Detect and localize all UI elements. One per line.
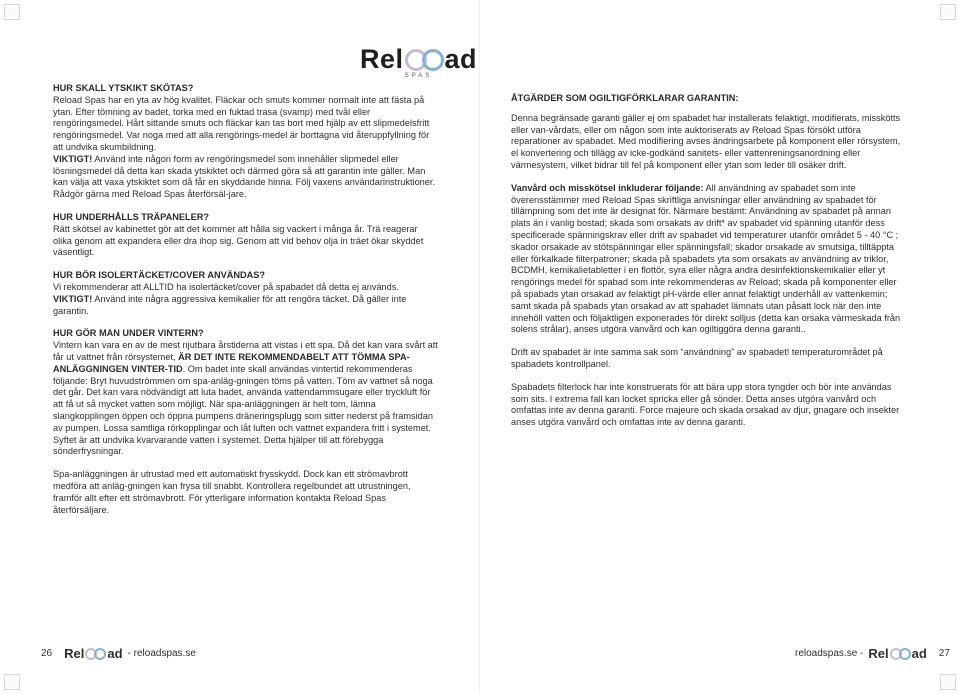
page-number: 27 [938, 648, 950, 659]
warning-label: VIKTIGT! [53, 153, 93, 164]
crop-mark-icon [4, 4, 20, 20]
section-frysskydd [53, 469, 438, 516]
logo-wordmark: Rel ad [360, 44, 478, 74]
heading-traepaneler: HUR UNDERHÅLLS TRÄPANELER? [53, 211, 210, 222]
paragraph-vintern-b: . Om badet inte skall användas vintertid rekommenderas följande: Bryt huvudströmmen om spa-anläg-gningen töms på vatten. Töm av vattnet så noga det går. Det kan vara nödvändigt att luta badet, använda vattendammsugare eller tryckluft för att få ut så mycket vatten som möjligt. När spa-anläggningen är helt tom, lämna slangkopplingen öppen och öppna pumpens dräneringsplugg som sitter nederst på framsidan av pumpen. Lossa samtliga rörkopplingar och låt luften och vattnet expandera fritt i systemet. Syftet är att undvika kvarvarande vatten i systemet. Detta hjälper till att förebygga sönderfrysningar. [53, 363, 433, 457]
vanvard-text: All användning av spabadet som inte överensstämmer med Reload Spas skriftliga anvisningar eller användning av spabadet för tillämpning som det inte är designat för. Närmare bestämt: Användning av spabadet på annan plats än i vanlig bostad; skada som orsakats av drift* av spabadet vid spänning utanför dess specificerade spänningskrav eller drift av spabadet vid temperaturer utanför området 5 - 40 °C ; skador orsakade av stötspänningar eller spänningsfall; skador orsakade av smutsiga, tilltäppta eller förkalkade filterpatroner; skada på spabadets yta som orsakats av användning av triklor, BCDMH, kemikalietabletter i en flottör, syra eller några andra desinfektionskemikalier eller yt rengörings medel för spabad som inte rekommenderas av Reload; skada på komponenter eller på spabads ytan orsakad av felaktigt pH-värde eller annat felaktigt underhåll av vattenkemin; samt skada på spabads ytan orsakad av att spabadet lämnats utan påsatt lock när den inte innehöll vatten och följaktligen exponerades för direkt solljus (detta kan orsaka värmeskada från solens strålar), anses utgöra vanvård och kan ogiltiggöra denna garanti.. [511, 182, 901, 335]
section-vintern [53, 328, 438, 458]
right-footer [795, 646, 950, 661]
reload-spas-logo [360, 44, 477, 79]
paragraph-garanti: Denna begränsade garanti gäller ej om spabadet har installerats felaktigt, modifierats, misskötts eller van-vårdats, eller om någon som inte auktoriserats av Reload Spas försökt utföra reparationer av spabadet. Med modifiering avses ändringsarbete på komponent eller rörsystem, el konvertering och tillägg av icke-godkänd sanitets- eller vattenreningsanordning eller värmesystem, vilket bidrar till fel på komponent eller ytan som leder till osäker drift. [511, 112, 901, 170]
heading-garanti-block [511, 93, 901, 105]
paragraph-ytskikt: Reload Spas har en yta av hög kvalitet. Fläckar och smuts kommer normalt inte att fästa på ytan. Efter tömning av badet, torka med en fuktad trasa (svamp) med tvål eller rengöringsmedel. Hårt sittande smuts och fläckar kan tas bort med hjälp av ett slipmedelsfritt rengöringsmedel. Var noga med att alla rengörings-medel är borttagna vid återuppfyllning för att undvika skumbildning. [53, 94, 430, 152]
footer-site: - reloadspas.se [127, 648, 196, 659]
heading-isolertacket: HUR BÖR ISOLERTÄCKET/COVER ANVÄNDAS? [53, 270, 265, 281]
right-body-text [511, 93, 901, 440]
section-traepaneler [53, 212, 438, 259]
paragraph-vintern-a: Vintern kan vara en av de mest njutbara årstiderna att vistas i ett spa. Då det kan vara svårt att får ut vattnet från rörsystemet, [53, 340, 438, 362]
right-page [480, 0, 960, 694]
warning-label: VIKTIGT! [53, 293, 93, 304]
paragraph-vintern-emphasis: ÄR DET INTE REKOMMENDABELT ATT TÖMMA SPA-ANLÄGGNINGEN VINTER-TID [53, 351, 410, 374]
paragraph-frysskydd: Spa-anläggningen är utrustad med ett automatiskt frysskydd. Dock kan ett strömavbrott medföra att anläg-gningen kan frysa till snabbt. Kontrollera regelbundet att utrustningen, framför allt efter ett strömavbrott. För ytterligare information kontakta Reload Spas återförsäljare. [53, 469, 411, 515]
section-isolertacket [53, 270, 438, 317]
section-yta [53, 83, 438, 201]
crop-mark-icon [940, 674, 956, 690]
logo-subtitle: SPAS [404, 73, 433, 79]
warning-text: Använd inte någon form av rengöringsmedel som innehåller slipmedel eller lösningsmedel då detta kan skada ytskiktet och därmed göra så att garantin inte gäller. Man kan välja att vaxa ytskiktet som då får en skyddande hinna. Följ vaxens användarinstruktioner. Rådgör gärna med Reload Spas återförsäl-jare. [53, 153, 435, 200]
reload-logo: Rel ad [64, 646, 123, 661]
page-number: 26 [41, 648, 53, 659]
heading-vintern: HUR GÖR MAN UNDER VINTERN? [53, 328, 204, 339]
crop-mark-icon [4, 674, 20, 690]
reload-logo: Rel ad [868, 646, 927, 661]
warning-text: Använd inte några aggressiva kemikalier för att rengöra täcket. Då gäller inte garantin. [53, 293, 407, 316]
footer-site: reloadspas.se - [795, 648, 864, 659]
heading-garanti: ÅTGÄRDER SOM OGILTIGFÖRKLARAR GARANTIN: [511, 93, 739, 103]
paragraph-isolertacket: Vi rekommenderar att ALLTID ha isolertäcket/cover på spabadet då detta ej används. [53, 281, 399, 292]
paragraph-filterlock: Spabadets filterlock har inte konstruerats för att bära upp stora tyngder och bör inte användas som sits. I extrema fall kan locket spricka eller gå sönder. Detta anses utgöra vanvård och omfattas inte av denna garanti. Force majeure och skada orsakad av djur, gnagare och insekter anses utgöra vanvård och omfattas inte av denna garanti. [511, 381, 900, 428]
left-body-text [53, 83, 438, 527]
heading-ytskikt: HUR SKALL YTSKIKT SKÖTAS? [53, 83, 194, 93]
left-footer [41, 646, 196, 661]
crop-mark-icon [940, 4, 956, 20]
paragraph-traepaneler: Rätt skötsel av kabinettet gör att det kommer att hålla sig vackert i många år. Trä reagerar olika genom att expandera eller dra ihop sig. Genom att vid behov olja in träet ökar skyddet väsentligt. [53, 223, 424, 258]
paragraph-drift: Drift av spabadet är inte samma sak som “användning” av spabadet! temperaturområdet på spabadets kontrollpanel. [511, 347, 883, 369]
vanvard-label: Vanvård och misskötsel inkluderar följande: [511, 182, 704, 193]
section-vanvard [511, 183, 901, 336]
